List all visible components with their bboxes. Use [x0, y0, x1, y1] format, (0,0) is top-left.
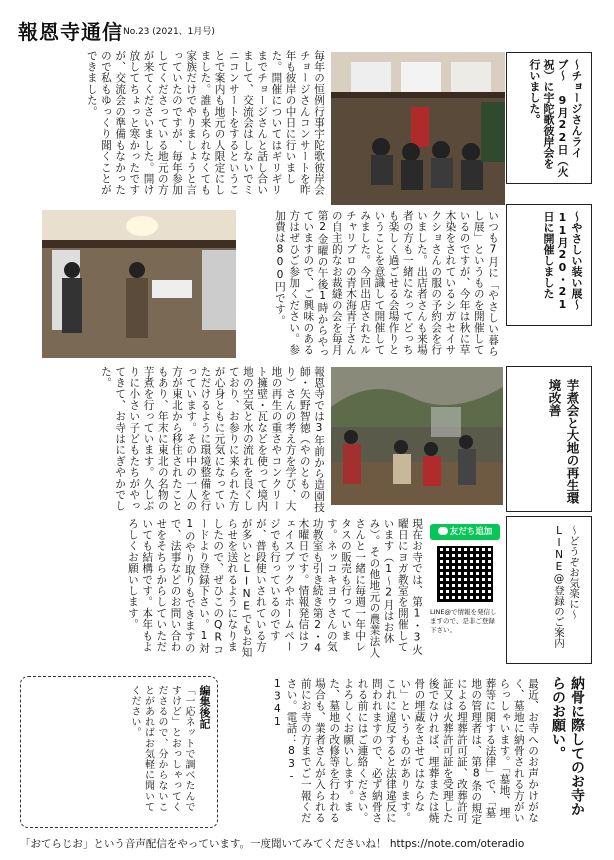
line-qr-code[interactable] [437, 546, 493, 602]
line-icon [438, 527, 448, 535]
concert-photo-image [331, 52, 505, 205]
notice-body: 最近、お寺へのお声かけがなく、墓地に納骨される方がいらっしゃいます。「墓地、埋葬等に関する法律」で、「墓地の管理者は、第8条の規定による埋葬許可証、改葬許可証又は火葬許可証を受理した後でなければ、埋葬または焼骨の埋蔵をさせてはならない」というものがあります。これに違反すると法律違反に問われますので、必ず納骨される前にはご連絡ください。よろしくお願いします。また、墓地の改修等を行われる場合も、業者さんが入られる前にお寺の方までご一報ください。電話：83-1341 [271, 678, 539, 825]
exhibition-photo-image [42, 210, 236, 358]
concert-photo [331, 52, 505, 205]
choji-heading: 〜チョージさんライブ〜 9月22日（火祝）に宇陀歌彼岸会を行いました。 [528, 59, 583, 177]
postscript-body: 「一応ネットで調べたんですけど」とおっしゃってくださるので、分からないことがあればお気軽に聞いてください。 [129, 685, 194, 813]
line-qr-note: LINE@で情報を発信しますので、是非ご登録下さい。 [430, 608, 497, 634]
imoni-heading: 芋煮会と大地の再生環境改善 [547, 379, 580, 504]
exhibition-photo [42, 210, 236, 358]
line-qr-panel [428, 518, 502, 658]
issue-number: No.23 (2021、1月号) [123, 27, 215, 37]
line-heading-box [506, 516, 592, 664]
yasashii-body: いつも7月に「やさしい暮らし展」というものを開催しているのですが、今年は秋に草木染をされているシガセイサクショさんの服の予約会を行いました。出店者さんも来場者の方も一緒になってどっちも楽しく過ごせる会場作りということを意識して開催してみました。今回出店されたルチャリブロの青木海青子さんの自主的なお裁縫の会を毎月第2金曜の午後1時からやっていますので、ご興味のある方はぜひご参加ください。参加費は800円です。 [273, 210, 499, 359]
imoni-photo-image [331, 367, 503, 505]
line-add-friend-badge[interactable] [430, 524, 500, 540]
imoni-body: 報恩寺では3年前から造園技師・矢野智徳（やのとものり）さんの考え方を学び、大地の再生の重さやコンクリート擁壁・瓦などを使って境内地の空気と水の流れを良くしており、お参りに来られた方が心身ともに元気になっていただけるように環境整備を行っています。その中の一人の方が東北から移住されたこともあり、年末に東北の名物の芋煮を行っています。久しぶりに小さい子どもたちがやってきて、お寺はにぎやかでした。 [99, 366, 325, 513]
imoni-photo [331, 367, 503, 505]
yasashii-heading-box [506, 204, 592, 326]
footer-radio-notice: 「おてらじお」という音声配信をやっています。一度聞いてみてくださいね！ https://note.com/oteradio [20, 838, 525, 850]
line-heading: 〜どうぞお気楽に〜 LINE@登録のご案内 [553, 525, 580, 648]
yasashii-heading: 〜やさしい装い展〜 11月20・21日に開催しました [542, 211, 583, 311]
choji-heading-box [506, 52, 592, 184]
choji-body: 毎年の恒例行事宇陀歌彼岸会チョージさんコンサートを昨年も彼岸の中日に行いました。開催についてはギリギリまでチョージさんと話し合いまして、交流会はしないでミニコンサートをするということで案内も地元の人限定にしました。誰も来られなくても家族だけでやりましょうと言っていたのですが、毎年参加してくださっている地元の方が来てくださいました。開け放してちょっと寒かったですが、交流会の準備もなかったので私もゆっくり聞くことができました。 [85, 50, 325, 196]
line-body: 現在お寺では、第1・3火曜日にヨガ教室を開催しています（1〜2月はお休み）。その他地元の農業法人さんと一緒に毎週一年中レタスの販売も行っています。ネッコキヨウさんの気功教室も引き続き第2・4木曜日です。情報発信はフェイスブックやホームページでも行っているのですが、普段使いされている方が多いとLINEでもお知らせを送れるようになりましたので、ぜひこのQRコードより登録下さい。1対1のやり取りもできますので、法事などのお問い合わせをそちらからしていただいても結構です。本年もよろしくお願いします。 [126, 518, 423, 659]
notice-heading: 納骨に際してのお寺からのお願い。 [550, 676, 585, 816]
postscript-heading: 編集後記 [198, 685, 211, 729]
imoni-heading-box [506, 366, 592, 512]
postscript-box [20, 676, 218, 828]
line-badge-label: 友だち追加 [449, 527, 493, 537]
newsletter-title: 報恩寺通信 [18, 20, 123, 44]
